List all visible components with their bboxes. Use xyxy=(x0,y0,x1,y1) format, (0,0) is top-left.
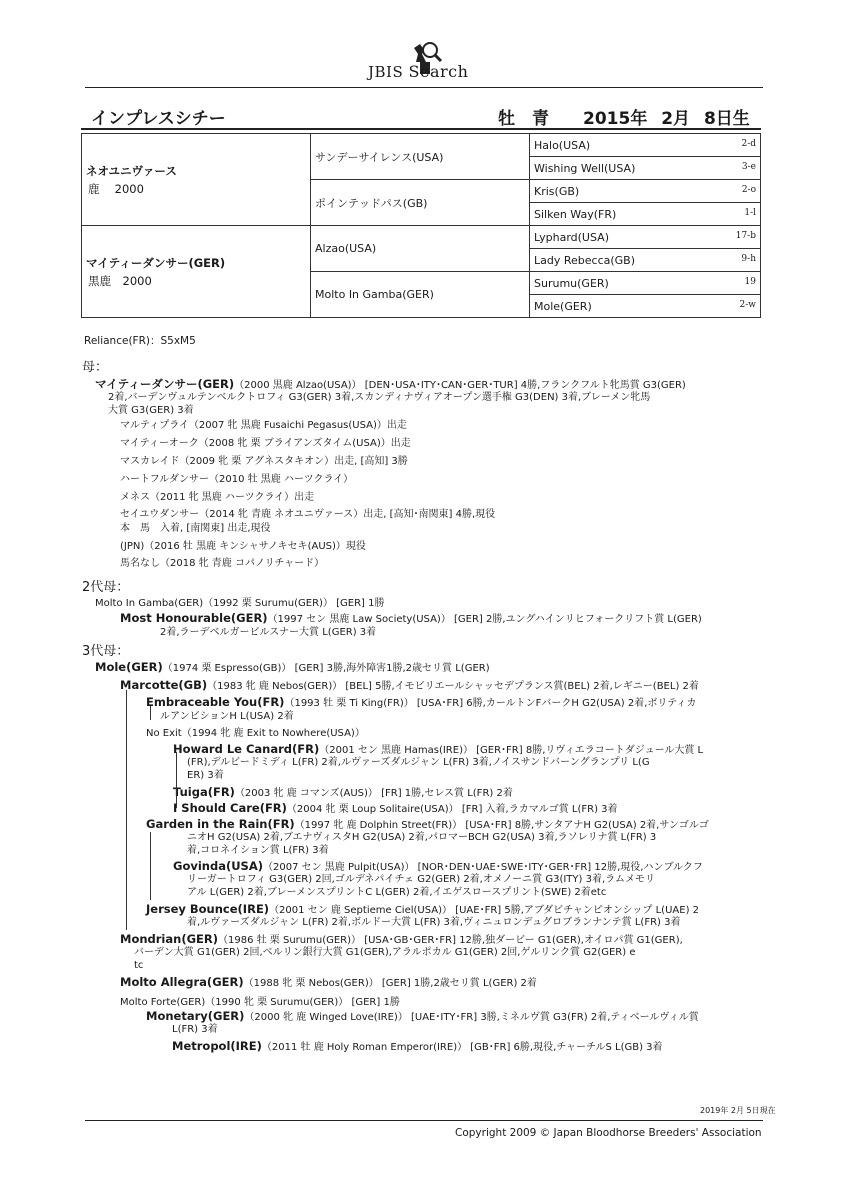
g3-cell: Kris(GB) 2-o xyxy=(530,180,761,203)
horse-record: （1986 牡 栗 Surumu(GER)） [USA･GB･GER･FR] 12勝,独ダービー G1(GER),オイロパ賞 G1(GER), xyxy=(218,935,683,946)
horse-record: L(FR) 3着 xyxy=(172,1024,218,1035)
family-line xyxy=(172,1023,218,1036)
horse-record: マイティーオーク（2008 牝 栗 ブライアンズタイム(USA)）出走 xyxy=(120,438,411,449)
horse-record: （2000 黒鹿 Alzao(USA)） [DEN･USA･ITY･CAN･GER･TUR] 4勝,フランクフルト牝馬賞 G3(GER) xyxy=(234,380,686,391)
horse-record: Molto Forte(GER)（1990 牝 栗 Surumu(GER)） [GER] 1勝 xyxy=(120,997,400,1008)
horse-name-bold: Howard Le Canard(FR) xyxy=(173,742,320,756)
g2-cell: Molto In Gamba(GER) xyxy=(311,272,530,318)
horse-record: （2011 牡 鹿 Holy Roman Emperor(IRE)） [GB･FR] 6勝,現役,チャーチルS L(GB) 3着 xyxy=(261,1042,663,1053)
family-line xyxy=(187,769,224,782)
horse-record: 大賞 G3(GER) 3着 xyxy=(108,405,194,416)
family-line xyxy=(120,612,702,626)
family-line xyxy=(187,831,656,844)
horse-record: ニオH G2(USA) 2着,ブエナヴィスタH G2(USA) 2着,パロマーBCH G2(USA) 3着,ラソレリナ賞 L(FR) 3 xyxy=(187,832,657,843)
horse-record: （2001 セン 鹿 Septieme Ciel(USA)） [UAE･FR] 5勝,アブダビチャンピオンシップ L(UAE) 2 xyxy=(269,905,700,916)
sire-cell: ネオユニヴァース 鹿 2000 xyxy=(82,134,311,226)
family-line xyxy=(146,818,709,832)
family-line xyxy=(187,873,655,886)
horse-record: Molto In Gamba(GER)（1992 栗 Surumu(GER)） [GER] 1勝 xyxy=(95,598,385,609)
horse-record: 着,コロネイション賞 L(FR) 3着 xyxy=(187,845,329,856)
horse-name-bold: Embraceable You(FR) xyxy=(146,695,285,709)
family-line xyxy=(187,886,606,899)
horse-record: 本 馬 入着, [南関東] 出走,現役 xyxy=(120,523,271,534)
tree-line xyxy=(150,706,151,720)
horse-record: マルティプライ（2007 牝 黒鹿 Fusaichi Pegasus(USA)）出走 xyxy=(120,420,407,431)
family-line xyxy=(120,522,271,535)
horse-record: ルアンビションH L(USA) 2着 xyxy=(160,711,294,722)
family-line xyxy=(120,508,495,521)
horse-record: アル L(GER) 2着,ブレーメンスプリントC L(GER) 2着,イエゲスロースプリント(SWE) 2着etc xyxy=(187,887,607,898)
family-line xyxy=(160,626,376,639)
horse-record: ER) 3着 xyxy=(187,770,224,781)
section-g2dam: 2代母： xyxy=(82,580,130,595)
logo-text: JBIS Search xyxy=(368,62,469,81)
family-line xyxy=(187,844,329,857)
section-dam: 母： xyxy=(82,360,109,375)
family-line xyxy=(120,437,411,450)
horse-record: メネス（2011 牝 黒鹿 ハーツクライ）出走 xyxy=(120,492,315,503)
g3-cell: Mole(GER) 2-w xyxy=(530,295,761,318)
horse-record: リーガートロフィ G3(GER) 2回,ゴルデネパイチェ G2(GER) 2着,オメノーニ賞 G3(ITY) 3着,ラムメモリ xyxy=(187,874,656,885)
g2-cell: Alzao(USA) xyxy=(311,226,530,272)
family-line xyxy=(173,802,618,816)
horse-record: 馬名なし（2018 牝 青鹿 コパノリチャード） xyxy=(120,558,325,569)
tree-line xyxy=(176,752,177,808)
horse-record: （2007 セン 黒鹿 Pulpit(USA)） [NOR･DEN･UAE･SWE･ITY･GER･FR] 12勝,現役,ハンブルクフ xyxy=(263,862,703,873)
g3-cell: Surumu(GER) 19 xyxy=(530,272,761,295)
family-line xyxy=(172,1040,663,1054)
horse-record: 着,ルヴァーズダルジャン L(FR) 2着,ボルドー大賞 L(FR) 3着,ヴィニュロンデュグロブランナンテ賞 L(FR) 3着 xyxy=(187,917,681,928)
horse-record: （1993 牡 栗 Ti King(FR)） [USA･FR] 6勝,カールトンFバークH G2(USA) 2着,ボリティカ xyxy=(284,698,697,709)
family-line xyxy=(134,959,143,972)
horse-record: （1997 セン 黒鹿 Law Society(USA)） [GER] 2勝,ユングハインリヒフォークリフト賞 L(GER) xyxy=(267,614,702,625)
family-line xyxy=(146,903,699,917)
horse-record: 2着,ラーデベルガービルスナー大賞 L(GER) 3着 xyxy=(160,627,377,638)
g2-cell: ポインテッドパス(GB) xyxy=(311,180,530,226)
family-line xyxy=(134,946,635,959)
family-line xyxy=(95,597,385,610)
family-line xyxy=(187,756,650,769)
family-line xyxy=(120,455,408,468)
family-line xyxy=(146,727,365,740)
g3-cell: Wishing Well(USA) 3-e xyxy=(530,157,761,180)
horse-record: （1997 牝 鹿 Dolphin Street(FR)） [USA･FR] 8勝,サンタアナH G2(USA) 2着,サンゴルゴ xyxy=(294,820,709,831)
family-line xyxy=(95,661,490,675)
horse-record: （1983 牝 鹿 Nebos(GER)） [BEL] 5勝,イモビリエールシャッセデプランス賞(BEL) 2着,レギニー(BEL) 2着 xyxy=(207,681,699,692)
horse-record: （2000 牝 鹿 Winged Love(IRE)） [UAE･ITY･FR] 3勝,ミネルヴ賞 G3(FR) 2着,ティベールヴィル賞 xyxy=(244,1012,699,1023)
g3-cell: Lady Rebecca(GB) 9-h xyxy=(530,249,761,272)
horse-record: (JPN)（2016 牡 黒鹿 キンシャサノキセキ(AUS)）現役 xyxy=(120,541,366,552)
family-line xyxy=(120,557,324,570)
horse-name-bold: マイティーダンサー(GER) xyxy=(95,377,235,391)
family-line xyxy=(95,378,686,392)
horse-name-bold: Jersey Bounce(IRE) xyxy=(146,902,270,916)
family-line xyxy=(120,679,699,693)
horse-name-bold: Metropol(IRE) xyxy=(172,1039,262,1053)
horse-record: No Exit（1994 牝 鹿 Exit to Nowhere(USA)） xyxy=(146,728,365,739)
divider xyxy=(85,87,763,88)
family-line xyxy=(146,1010,699,1024)
horse-record: （1988 牝 栗 Nebos(GER)） [GER] 1勝,2歳セリ賞 L(GER) 2着 xyxy=(243,978,537,989)
as-of-date: 2019年 2月 5日現在 xyxy=(700,1106,776,1115)
horse-name-bold: Mole(GER) xyxy=(95,660,163,674)
family-line xyxy=(120,491,314,504)
g3-cell: Halo(USA) 2-d xyxy=(530,134,761,157)
family-line xyxy=(120,419,407,432)
family-line xyxy=(120,473,353,486)
family-line xyxy=(146,696,696,710)
horse-record: tc xyxy=(134,960,144,971)
family-line xyxy=(173,860,703,874)
divider xyxy=(85,1120,763,1121)
horse-record: （2004 牝 栗 Loup Solitaire(USA)） [FR] 入着,ラカマルゴ賞 L(FR) 3着 xyxy=(286,804,618,815)
family-line xyxy=(120,540,366,553)
copyright: Copyright 2009 © Japan Bloodhorse Breeders' Association xyxy=(455,1127,762,1139)
horse-record: (FR),デルビードミディ L(FR) 2着,ルヴァーズダルジャン L(FR) 3着,ノイスサンドバーングランプリ L(G xyxy=(187,757,650,768)
family-line xyxy=(108,391,650,404)
horse-record: 2着,バーデンヴュルテンベルクトロフィ G3(GER) 3着,スカンディナヴィアオープン選手権 G3(DEN) 3着,ブレーメン牝馬 xyxy=(108,392,651,403)
horse-name: インプレスシチー xyxy=(91,109,226,129)
horse-name-bold: Tuiga(FR) xyxy=(173,785,235,799)
g3-cell: Silken Way(FR) 1-l xyxy=(530,203,761,226)
section-g3dam: 3代母： xyxy=(82,644,130,659)
horse-record: バーデン大賞 G1(GER) 2回,ベルリン銀行大賞 G1(GER),アラルポカル G1(GER) 2回,ゲルリンク賞 G2(GER) e xyxy=(134,947,636,958)
tree-line xyxy=(126,690,127,930)
horse-name-bold: Garden in the Rain(FR) xyxy=(146,817,295,831)
g3-cell: Lyphard(USA) 17-b xyxy=(530,226,761,249)
divider xyxy=(81,128,761,130)
family-line xyxy=(120,933,683,947)
dam-cell: マイティーダンサー(GER) 黒鹿 2000 xyxy=(82,226,311,318)
family-line xyxy=(120,976,537,990)
inbreeding-note: Reliance(FR)：S5xM5 xyxy=(84,335,196,347)
horse-record: ハートフルダンサー（2010 牡 黒鹿 ハーツクライ） xyxy=(120,474,354,485)
horse-name-bold: Most Honourable(GER) xyxy=(120,611,268,625)
horse-record: セイユウダンサー（2014 牝 青鹿 ネオユニヴァース）出走, [高知･南関東] 4勝,現役 xyxy=(120,509,496,520)
family-line xyxy=(160,710,294,723)
horse-record: （1974 栗 Espresso(GB)） [GER] 3勝,海外障害1勝,2歳セリ賞 L(GER) xyxy=(162,663,490,674)
horse-name-bold: I Should Care(FR) xyxy=(173,801,287,815)
horse-name-bold: Mondrian(GER) xyxy=(120,932,218,946)
family-line xyxy=(187,916,680,929)
tree-line xyxy=(150,832,151,900)
horse-name-bold: Marcotte(GB) xyxy=(120,678,208,692)
family-line xyxy=(173,786,513,800)
family-line xyxy=(173,743,703,757)
horse-record: マスカレイド（2009 牝 栗 アグネスタキオン）出走, [高知] 3勝 xyxy=(120,456,408,467)
horse-record: （2003 牝 鹿 コマンズ(AUS)） [FR] 1勝,セレス賞 L(FR) 2着 xyxy=(234,788,513,799)
family-line xyxy=(108,404,194,417)
horse-record: （2001 セン 黒鹿 Hamas(IRE)） [GER･FR] 8勝,リヴィエラコートダジュール大賞 L xyxy=(319,745,704,756)
horse-info: 牡 青 2015年 2月 8日生 xyxy=(498,109,750,129)
horse-name-bold: Molto Allegra(GER) xyxy=(120,975,244,989)
g2-cell: サンデーサイレンス(USA) xyxy=(311,134,530,180)
horse-name-bold: Monetary(GER) xyxy=(146,1009,245,1023)
pedigree-table xyxy=(81,133,761,318)
horse-name-bold: Govinda(USA) xyxy=(173,859,263,873)
family-line xyxy=(120,996,400,1009)
